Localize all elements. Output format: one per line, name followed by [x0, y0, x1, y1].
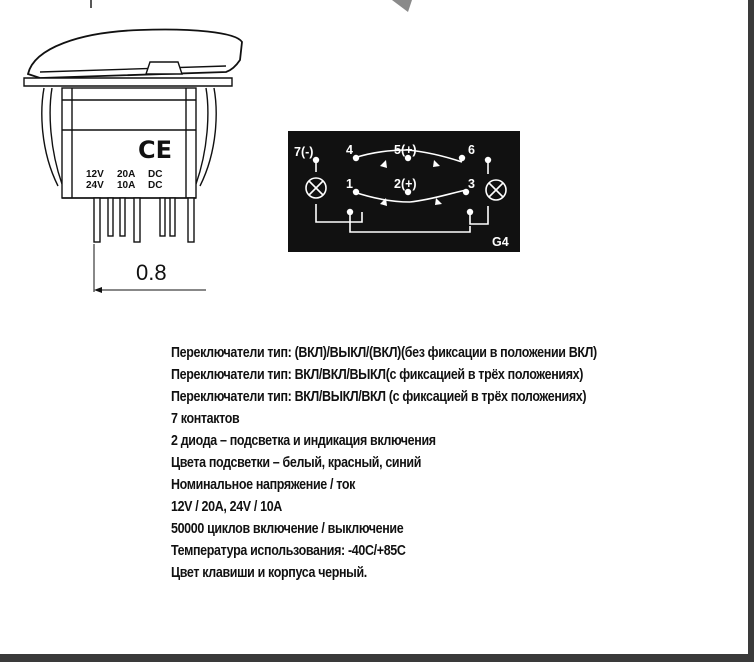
pin-label-6: 6: [468, 143, 475, 157]
rating-type-2: DC: [148, 180, 163, 191]
spec-line: Переключатели тип: ВКЛ/ВЫКЛ/ВКЛ (с фиксацией в трёх положениях): [171, 389, 587, 405]
spec-line: 2 диода – подсветка и индикация включения: [171, 433, 436, 449]
model-code: G4: [492, 235, 509, 249]
spec-line: Температура использования: -40C/+85C: [171, 543, 406, 559]
dimension-label: 0.8: [136, 260, 167, 285]
spec-line: Переключатели тип: (ВКЛ)/ВЫКЛ/(ВКЛ)(без фиксации в положении ВКЛ): [171, 345, 597, 361]
pin-label-7: 7(-): [294, 145, 314, 159]
pin-label-1: 1: [346, 177, 353, 191]
spec-list: [171, 342, 666, 584]
technical-drawing: [0, 0, 754, 330]
spec-line: Цвет клавиши и корпуса черный.: [171, 565, 367, 581]
frame-border-bottom: [0, 654, 754, 662]
rating-voltage-2: 24V: [86, 180, 104, 191]
spec-line: 7 контактов: [171, 411, 240, 427]
ce-mark: CE: [138, 136, 173, 164]
rating-current-1: 20A: [117, 169, 136, 180]
spec-line: Цвета подсветки – белый, красный, синий: [171, 455, 422, 471]
spec-line: Номинальное напряжение / ток: [171, 477, 355, 493]
rating-type-1: DC: [148, 169, 163, 180]
pin-label-4: 4: [346, 143, 353, 157]
spec-line: 12V / 20A, 24V / 10A: [171, 499, 282, 515]
corner-shape: [392, 0, 412, 12]
wiring-diagram: [288, 131, 520, 252]
rating-current-2: 10A: [117, 180, 136, 191]
spec-line: Переключатели тип: ВКЛ/ВКЛ/ВЫКЛ(с фиксацией в трёх положениях): [171, 367, 584, 383]
pin-label-5: 5(+): [394, 143, 417, 157]
spec-line: 50000 циклов включение / выключение: [171, 521, 404, 537]
pin-label-3: 3: [468, 177, 475, 191]
pin-label-2: 2(+): [394, 177, 417, 191]
rating-voltage-1: 12V: [86, 169, 104, 180]
